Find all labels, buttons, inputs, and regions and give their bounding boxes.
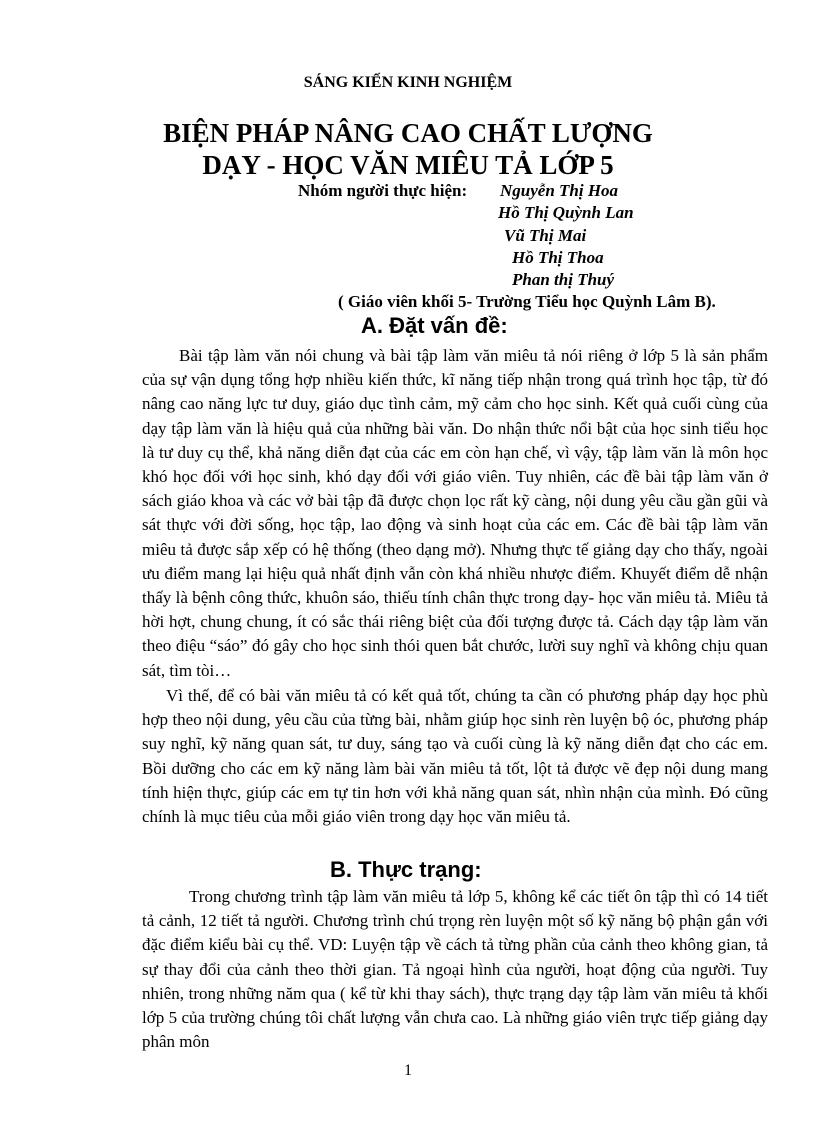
author-name: Phan thị Thuý — [512, 270, 615, 289]
title-line-1: BIỆN PHÁP NÂNG CAO CHẤT LƯỢNG — [163, 118, 653, 148]
page-number: 1 — [404, 1062, 412, 1079]
author-name: Vũ Thị Mai — [504, 226, 587, 245]
author-name: Hồ Thị Thoa — [512, 248, 604, 267]
section-b-heading: B. Thực trạng: — [330, 857, 482, 882]
section-a-paragraph-2: Vì thế, để có bài văn miêu tả có kết quả tốt, chúng ta cần có phương pháp dạy học phù hợp theo nội dung, yêu cầu của từng bài, nhằm giúp học sinh rèn luyện bộ óc, phương pháp suy nghĩ, kỹ năng quan sát, tư duy, sáng tạo và cuối cùng là kỹ năng diễn đạt cho các em. Bồi dưỡng cho các em kỹ năng làm bài văn miêu tả tốt, lột tả được vẽ đẹp nội dung mang tính hiện thực, giúp các em tự tin hơn với khả năng quan sát, nhìn nhận của mình. Đó cũng chính là mục tiêu của mỗi giáo viên trong dạy học văn miêu tả. — [142, 686, 768, 827]
section-b-paragraph-1: Trong chương trình tập làm văn miêu tả lớp 5, không kể các tiết ôn tập thì có 14 tiết tả cảnh, 12 tiết tả người. Chương trình chú trọng rèn luyện một số kỹ năng bộ phận gắn với đặc điểm kiểu bài cụ thể. VD: Luyện tập về cách tả từng phần của cảnh theo không gian, tả sự thay đổi của cảnh theo thời gian. Tả ngoại hình của người, hoạt động của người. Tuy nhiên, trong những năm qua ( kể từ khi thay sách), thực trạng dạy tập làm văn miêu tả khối lớp 5 của trường chúng tôi chất lượng vẫn chưa cao. Là những giáo viên trực tiếp giảng dạy phân môn — [142, 887, 768, 1052]
document-kicker: SÁNG KIẾN KINH NGHIỆM — [303, 74, 513, 91]
authors-affiliation: ( Giáo viên khối 5- Trường Tiểu học Quỳnh Lâm B). — [338, 292, 716, 311]
title-line-2: DẠY - HỌC VĂN MIÊU TẢ LỚP 5 — [202, 150, 614, 180]
section-a-paragraph-1: Bài tập làm văn nói chung và bài tập làm văn miêu tả nói riêng ở lớp 5 là sản phẩm của sự vận dụng tổng hợp nhiều kiến thức, kĩ năng tiếp nhận trong quá trình học tập, từ đó nâng cao năng lực tư duy, giáo dục tình cảm, mỹ cảm cho học sinh. Kết quả cuối cùng của dạy tập làm văn là hiệu quả của những bài văn. Do nhận thức nổi bật của học sinh tiểu học là tư duy cụ thể, khả năng diễn đạt của các em còn hạn chế, vì vậy, tập làm văn là môn học khó học đối với học sinh, khó dạy đối với giáo viên. Tuy nhiên, các đề bài tập làm văn ở sách giáo khoa và các vở bài tập đã được chọn lọc rất kỹ càng, nội dung yêu cầu gần gũi và sát thực với đời sống, học tập, lao động và sinh hoạt của các em. Các đề bài tập làm văn miêu tả được sắp xếp có hệ thống (theo dạng mở). Nhưng thực tế giảng dạy cho thấy, ngoài ưu điểm mang lại hiệu quả nhất định vẫn còn khá nhiều nhược điểm. Khuyết điểm dễ nhận thấy là bệnh công thức, khuôn sáo, thiếu tính chân thực trong dạy- học văn miêu tả. Miêu tả hời hợt, chung chung, ít có sắc thái riêng biệt của đối tượng được tả. Cách dạy tập làm văn theo điệu “sáo” đó gây cho học sinh thói quen bắt chước, lười suy nghĩ và không chịu quan sát, tìm tòi… — [142, 346, 768, 680]
section-a-heading: A. Đặt vấn đề: — [361, 313, 508, 338]
author-name: Nguyễn Thị Hoa — [500, 181, 619, 200]
author-name: Hồ Thị Quỳnh Lan — [498, 203, 634, 222]
authors-label: Nhóm người thực hiện: — [298, 181, 468, 200]
